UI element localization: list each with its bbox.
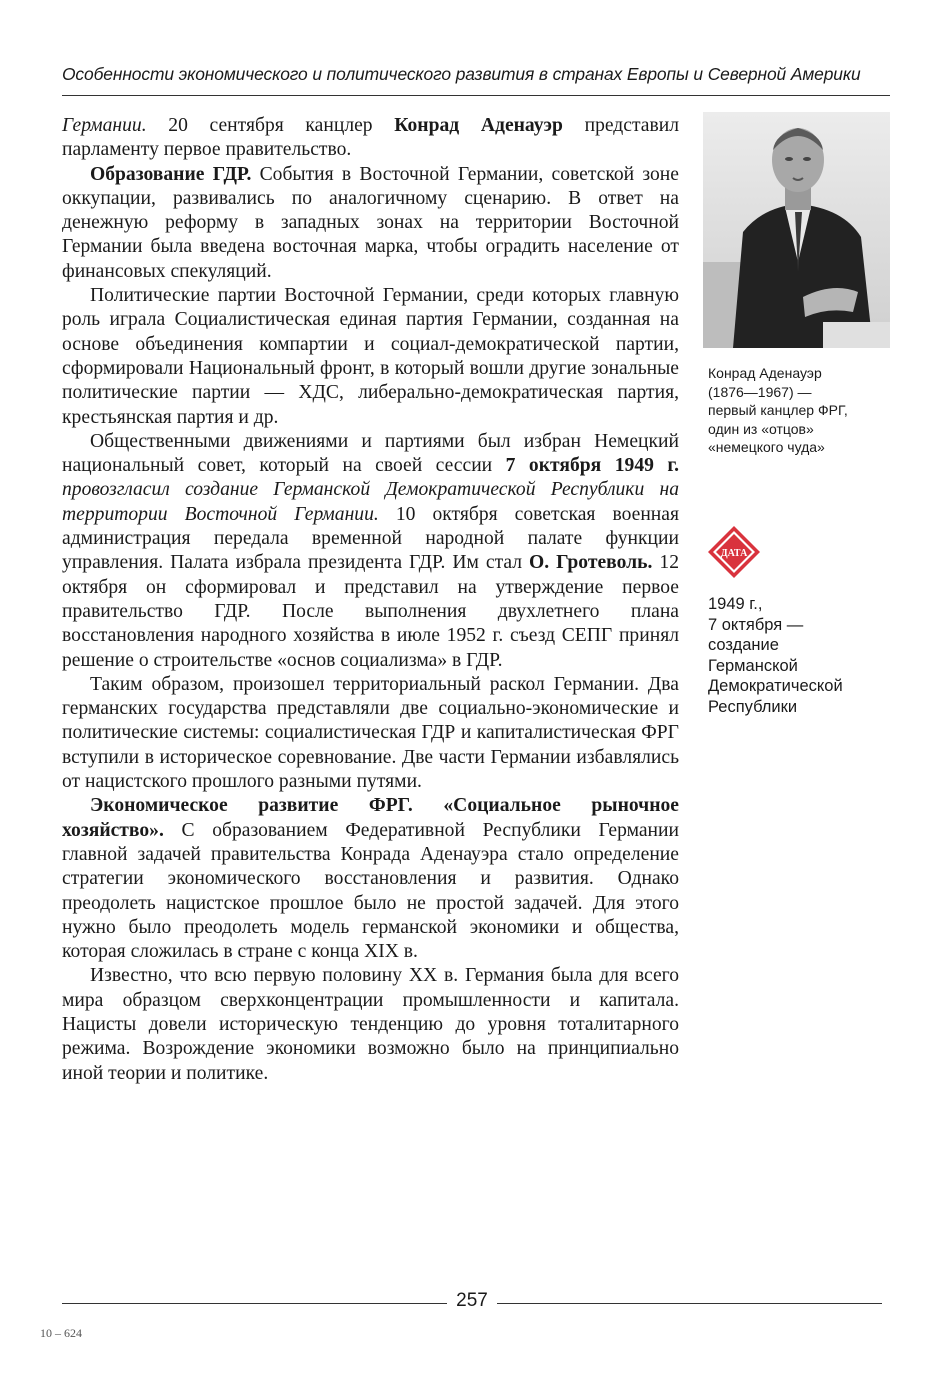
portrait-illustration (703, 112, 890, 348)
text: 10 октября советская военная администрация передала временной народной палате функции управления. Палата избрала президента ГДР. Им стал (62, 503, 679, 574)
text: представил парламенту первое правительство. (62, 115, 679, 161)
main-text (62, 114, 679, 1086)
footer-divider-left (62, 1303, 447, 1304)
paragraph-1 (62, 114, 679, 163)
date-line: Германской (708, 656, 798, 675)
caption-line: «немецкого чуда» (708, 439, 825, 455)
text-italic: Германии. (62, 115, 147, 136)
key-date: 7 октября 1949 г. (505, 455, 679, 477)
caption-line: (1876—1967) — (708, 383, 812, 400)
date-line: создание (708, 636, 779, 654)
paragraph-2 (62, 163, 679, 284)
running-header: Особенности экономического и политического развития в странах Европы и Северной Америки (62, 64, 861, 84)
date-line: Республики (708, 697, 798, 716)
paragraph-3: Политические партии Восточной Германии, среди которых главную роль играла Социалистическая единая партия Германии, созданная на основе объединения компартии и социал-демократической партии, сформировали Национальный фронт, в который вошли другие зональные политические партии — ХДС, либерально-демократическая партия, крестьянская партия и др. (62, 285, 679, 428)
paragraph-5: Таким образом, произошел территориальный раскол Германии. Два германских государства представляли две социально-экономические и политические системы: социалистическая ГДР и капиталистическая ФРГ вступили в историческое соревнование. Две части Германии избавлялись от нацистского прошлого разными путями. (62, 673, 679, 793)
header-divider (62, 95, 890, 96)
section-heading-gdr: Образование ГДР. (90, 163, 252, 185)
paragraph-6 (62, 794, 679, 964)
caption-line: Конрад Аденауэр (708, 365, 822, 381)
footer-divider-right (497, 1303, 882, 1304)
caption-line: первый канцлер ФРГ, (708, 402, 848, 418)
text: С образованием Федеративной Республики Германии главной задачей правительства Конрада Аденауэра стало определение стратегии экономического восстановления и развития. Однако преодолеть нацистское прошлое было не простой задачей. Для этого нужно было преодолеть модель германской экономики и общества, которая сложилась в стране с конца XIX в. (62, 819, 679, 963)
date-line: 1949 г., (708, 595, 763, 613)
section-heading-frg: Экономическое развитие ФРГ. «Социальное рыночное хозяйство». (62, 795, 679, 841)
person-name: О. Гротеволь. (529, 552, 653, 574)
text: Общественными движениями и партиями был избран Немецкий национальный совет, который на своей сессии (62, 430, 679, 477)
text-italic: провозгласил создание Германской Демократической Республики на территории Восточной Германии. (62, 479, 679, 525)
text: 12 октября он сформировал и представил на утверждение первое правительство ГДР. После выполнения двухлетнего плана восстановления народного хозяйства в июле 1952 г. съезд СЕПГ принял решение о строительстве «основ социализма» в ГДР. (62, 552, 680, 671)
text: События в Восточной Германии, советской зоне оккупации, развивались по аналогичному сценарию. В ответ на денежную реформу в западных зонах на территории Восточной Германии была введена восточная марка, чтобы оградить население от финансовых спекуляций. (62, 163, 679, 282)
date-diamond-icon (706, 524, 762, 580)
paragraph-4 (62, 430, 679, 673)
person-name: Конрад Аденауэр (394, 115, 563, 136)
print-signature-mark: 10 – 624 (40, 1326, 82, 1340)
caption-line: один из «отцов» (708, 420, 814, 437)
photo-caption (708, 364, 893, 457)
date-line: Демократической (708, 677, 843, 695)
page-number: 257 (456, 1290, 488, 1311)
date-line: 7 октября — (708, 615, 804, 634)
text: 20 сентября канцлер (146, 115, 395, 136)
portrait-photo (703, 112, 890, 348)
date-icon-label: ДАТА (720, 548, 748, 559)
date-note (708, 594, 893, 717)
paragraph-7: Известно, что всю первую половину XX в. Германия была для всего мира образцом сверхконцентрации промышленности и капитала. Нацисты довели историческую тенденцию до уровня тоталитарного режима. Возрождение экономики возможно было на принципиально иной теории и политике. (62, 965, 679, 1084)
